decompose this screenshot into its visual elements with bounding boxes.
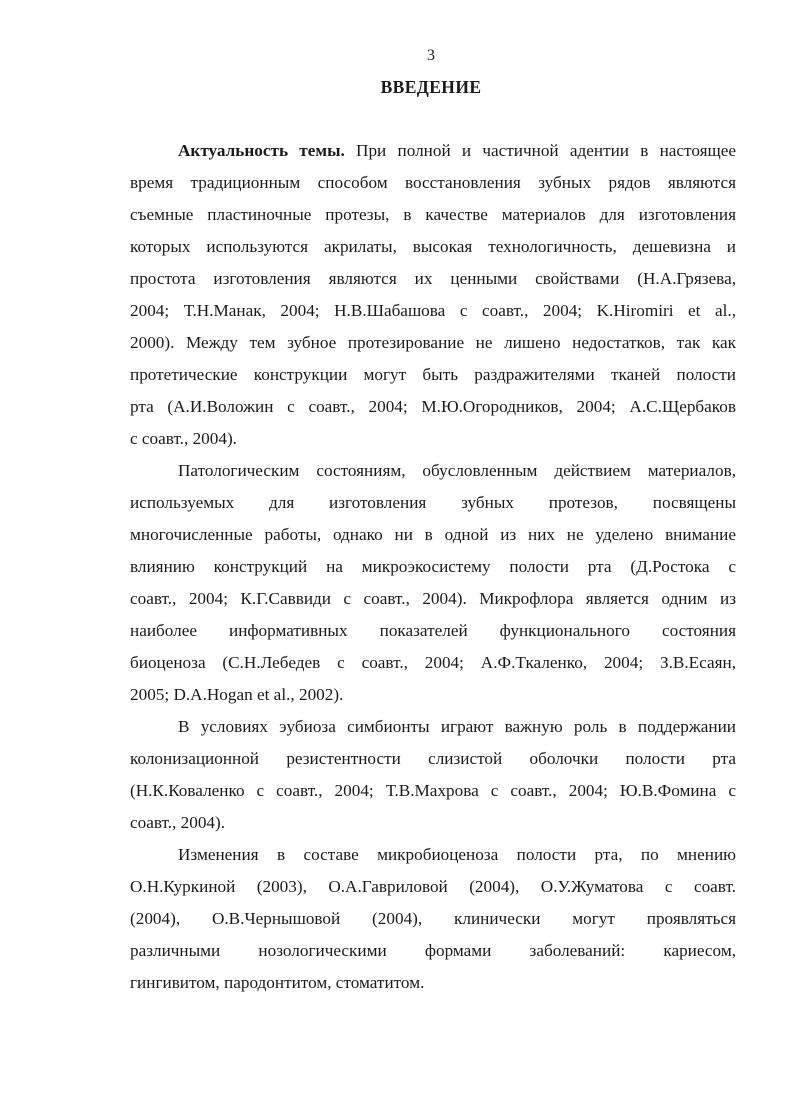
paragraph-2-line-2: используемых для изготовления зубных протезов, посвящены [130, 493, 736, 512]
paragraph-4-line-2: О.Н.Куркиной (2003), О.А.Гавриловой (2004), О.У.Жуматова с соавт. [130, 877, 736, 896]
paragraph-2-line-7: биоценоза (С.Н.Лебедев с соавт., 2004; А.Ф.Ткаленко, 2004; З.В.Есаян, [130, 653, 736, 672]
topic-relevance-heading: Актуальность темы. [178, 141, 345, 160]
paragraph-3-line-2: колонизационной резистентности слизистой оболочки полости рта [130, 749, 736, 768]
paragraph-2-line-4: влиянию конструкций на микроэкосистему полости рта (Д.Ростока с [130, 557, 736, 576]
paragraph-1-line-6: 2004; Т.Н.Манак, 2004; Н.В.Шабашова с соавт., 2004; K.Hiromiri et al., [130, 301, 736, 320]
paragraph-2-line-3: многочисленные работы, однако ни в одной из них не уделено внимание [130, 525, 736, 544]
paragraph-1-line-10: с соавт., 2004). [130, 429, 237, 448]
paragraph-3-line-1: В условиях эубиоза симбионты играют важную роль в поддержании [178, 717, 736, 736]
section-title: ВВЕДЕНИЕ [380, 77, 482, 97]
paragraph-1-line-7: 2000). Между тем зубное протезирование не лишено недостатков, так как [130, 333, 736, 352]
paragraph-1-line-3: съемные пластиночные протезы, в качестве материалов для изготовления [130, 205, 736, 224]
paragraph-1-line-1 [178, 140, 736, 162]
paragraph-1-line-1-text: При полной и частичной адентии в настоящее [344, 141, 737, 160]
paragraph-1-line-9: рта (А.И.Воложин с соавт., 2004; М.Ю.Огородников, 2004; А.С.Щербаков [130, 397, 736, 416]
paragraph-2-line-6: наиболее информативных показателей функционального состояния [130, 621, 736, 640]
paragraph-2-line-8: 2005; D.A.Hogan et al., 2002). [130, 685, 344, 704]
paragraph-4-line-1: Изменения в составе микробиоценоза полости рта, по мнению [178, 845, 736, 864]
paragraph-2-line-1: Патологическим состояниям, обусловленным действием материалов, [178, 461, 736, 480]
paragraph-4-line-3: (2004), О.В.Чернышовой (2004), клинически могут проявляться [130, 909, 736, 928]
paragraph-3-line-3: (Н.К.Коваленко с соавт., 2004; Т.В.Махрова с соавт., 2004; Ю.В.Фомина с [130, 781, 736, 800]
paragraph-1-line-4: которых используются акрилаты, высокая технологичность, дешевизна и [130, 237, 736, 256]
paragraph-1-line-2: время традиционным способом восстановления зубных рядов являются [130, 173, 736, 192]
paragraph-4-line-4: различными нозологическими формами заболеваний: кариесом, [130, 941, 736, 960]
page-number: 3 [427, 47, 435, 64]
paragraph-2-line-5: соавт., 2004; К.Г.Саввиди с соавт., 2004). Микрофлора является одним из [130, 589, 736, 608]
paragraph-1-line-5: простота изготовления являются их ценными свойствами (Н.А.Грязева, [130, 269, 736, 288]
paragraph-3-line-4: соавт., 2004). [130, 813, 226, 832]
paragraph-4-line-5: гингивитом, пародонтитом, стоматитом. [130, 973, 425, 992]
paragraph-1-line-8: протетические конструкции могут быть раздражителями тканей полости [130, 365, 736, 384]
